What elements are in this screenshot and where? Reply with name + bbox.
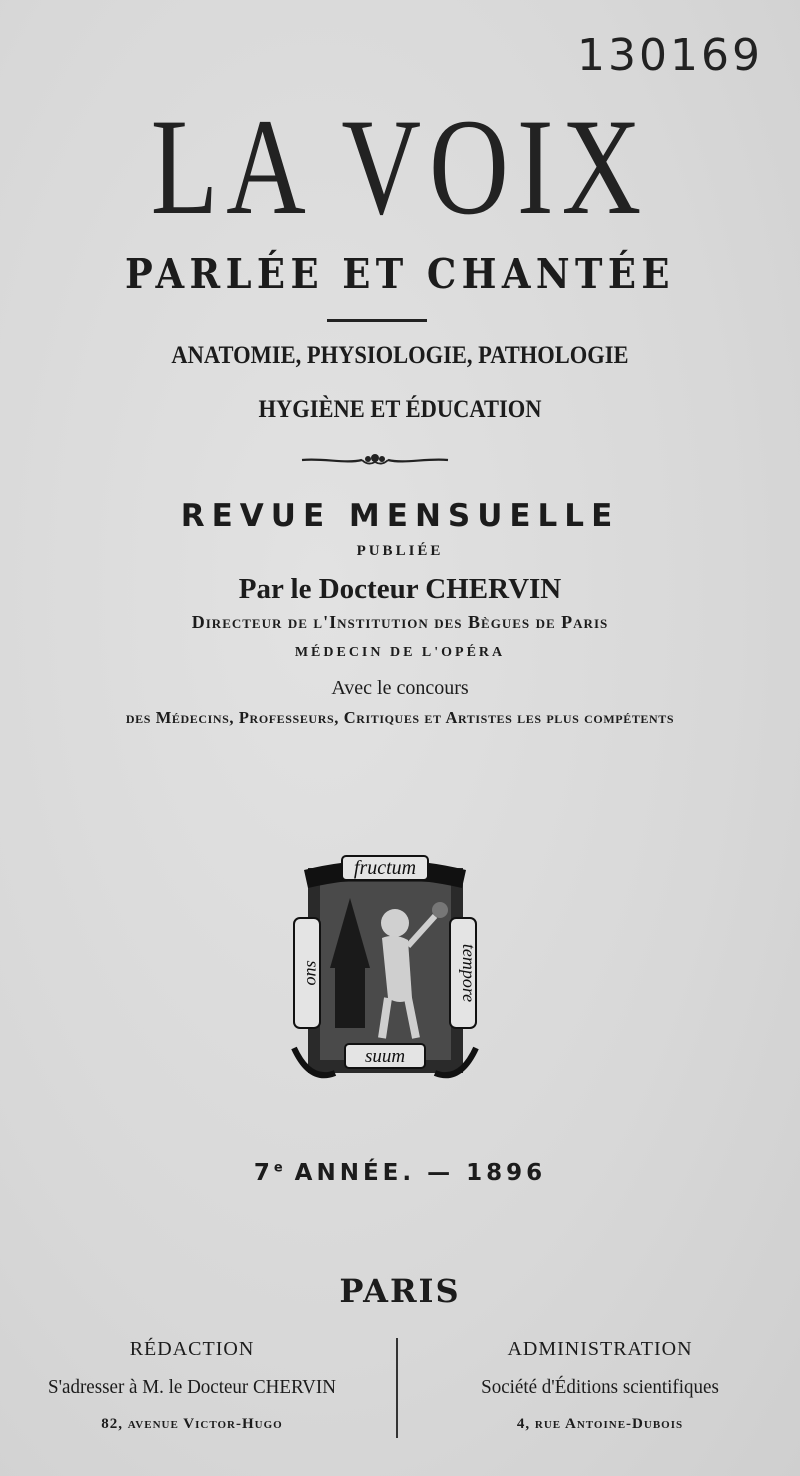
subjects-line-2: HYGIÈNE ET ÉDUCATION — [258, 396, 542, 423]
motto-top: fructum — [353, 857, 417, 879]
subjects-line-1: ANATOMIE, PHYSIOLOGIE, PATHOLOGIE — [171, 342, 629, 369]
redaction-contact: S'adresser à M. le Docteur CHERVIN — [48, 1376, 336, 1398]
published-label: PUBLIÉE — [356, 543, 444, 559]
edition-year-number: 7 — [253, 1160, 274, 1186]
with-line: Avec le concours — [331, 677, 469, 699]
ornament-divider — [300, 448, 450, 470]
redaction-address: 82, avenue Victor-Hugo — [101, 1416, 283, 1432]
publication-type: REVUE MENSUELLE — [180, 498, 620, 534]
author-line: Par le Docteur CHERVIN — [238, 573, 562, 605]
journal-title: LA VOIX — [150, 90, 650, 243]
motto-bottom: suum — [364, 1046, 406, 1067]
journal-subtitle: PARLÉE ET CHANTÉE — [125, 250, 675, 298]
administration-address: 4, rue Antoine-Dubois — [516, 1416, 684, 1432]
motto-right: tempore — [459, 943, 479, 1003]
redaction-heading: RÉDACTION — [129, 1338, 255, 1360]
imprint-divider — [396, 1338, 398, 1438]
edition-year-label: ANNÉE. — 1896 — [294, 1160, 547, 1186]
contributors-line: des Médecins, Professeurs, Critiques et Artistes les plus compétents — [125, 708, 675, 727]
title-rule — [327, 319, 427, 322]
edition-year — [0, 1160, 800, 1186]
edition-year-suffix: e — [273, 1160, 283, 1176]
shelfmark-number: 130169 — [577, 30, 763, 81]
motto-left: suo — [303, 960, 323, 986]
publisher-emblem — [290, 848, 480, 1088]
director-line: Directeur de l'Institution des Bègues de Paris — [191, 612, 609, 632]
publication-city: PARIS — [339, 1272, 461, 1310]
administration-heading: ADMINISTRATION — [507, 1338, 693, 1360]
administration-contact: Société d'Éditions scientifiques — [481, 1376, 719, 1398]
opera-line: MÉDECIN DE L'OPÉRA — [294, 645, 506, 660]
